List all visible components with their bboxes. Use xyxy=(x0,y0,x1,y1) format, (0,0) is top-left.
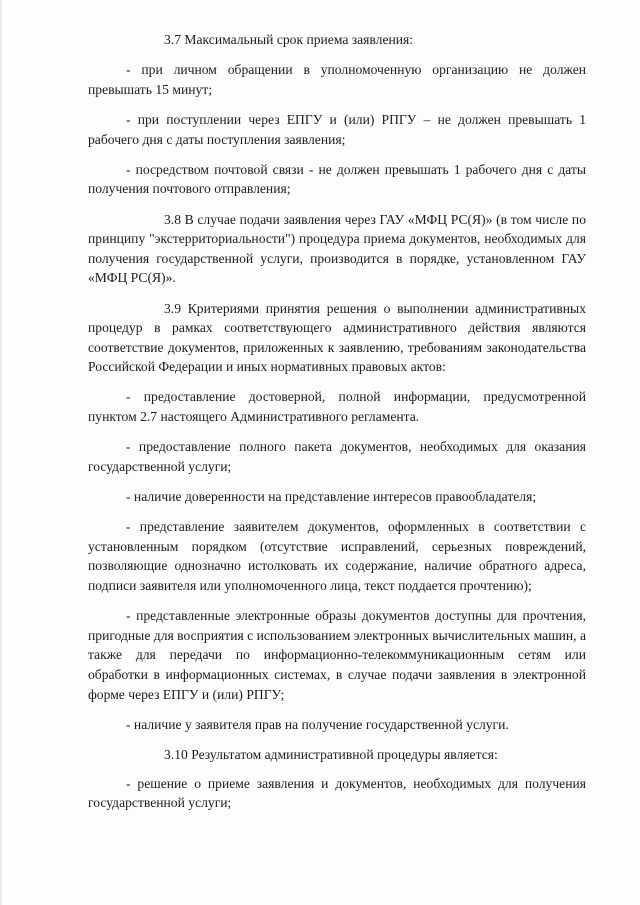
paragraph-3-8 xyxy=(88,210,586,288)
paragraph-3-10 xyxy=(88,745,586,765)
clause-number: 3.9 xyxy=(164,300,181,316)
clause-number: 3.10 xyxy=(164,746,188,762)
paragraph-text: - при поступлении через ЕПГУ и (или) РПГУ – не должен превышать 1 рабочего дня с даты поступления заявления; xyxy=(88,111,586,147)
list-item xyxy=(88,60,586,99)
scan-edge-shadow xyxy=(0,0,3,905)
paragraph-text: Результатом административной процедуры является: xyxy=(191,746,498,762)
paragraph-text: - наличие у заявителя прав на получение государственной услуги. xyxy=(126,716,509,732)
clause-number: 3.8 xyxy=(164,211,181,227)
document-body xyxy=(88,30,586,823)
list-item xyxy=(88,437,586,476)
paragraph-text: - посредством почтовой связи - не должен превышать 1 рабочего дня с даты получения почтового отправления; xyxy=(88,161,586,197)
paragraph-3-9 xyxy=(88,299,586,377)
paragraph-text: - при личном обращении в уполномоченную организацию не должен превышать 15 минут; xyxy=(88,62,586,97)
paragraph-text: В случае подачи заявления через ГАУ «МФЦ РС(Я)» (в том числе по принципу "экстерриториальности") процедура приема документов, необходимых для получения государственной услуги, производится в порядке, установленном ГАУ «МФЦ РС(Я)». xyxy=(88,211,586,286)
paragraph-text: - предоставление полного пакета документов, необходимых для оказания государственной услуги; xyxy=(88,439,586,474)
list-item xyxy=(88,110,586,149)
paragraph-text: - решение о приеме заявления и документов, необходимых для получения государственной услуги; xyxy=(88,775,586,811)
paragraph-text: - представление заявителем документов, оформленных в соответствии с установленным порядком (отсутствие исправлений, серьезных повреждений, позволяющие однозначно истолковать их содержание, наличие обратного адреса, подписи заявителя или уполномоченного лица, текст поддается прочтению); xyxy=(88,519,586,593)
list-item xyxy=(88,517,586,595)
paragraph-text: Критериями принятия решения о выполнении административных процедур в рамках соответствующего административного действия являются соответствие документов, приложенных к заявлению, требованиям законодательства Российской Федерации и иных нормативных правовых актов: xyxy=(88,300,586,375)
list-item xyxy=(88,387,586,426)
list-item xyxy=(88,715,586,735)
list-item xyxy=(88,160,586,199)
paragraph-text: Максимальный срок приема заявления: xyxy=(184,32,414,47)
paragraph-text: - представленные электронные образы документов доступны для прочтения, пригодные для восприятия с использованием электронных вычислительных машин, а также для передачи по информационно-телекоммуникационным сетям или обработки в информационных системах, в случае подачи заявления в электронной форме через ЕПГУ и (или) РПГУ; xyxy=(88,608,586,702)
clause-number: 3.7 xyxy=(164,32,181,47)
paragraph-3-7 xyxy=(88,30,586,50)
list-item xyxy=(88,774,586,813)
paragraph-text: - предоставление достоверной, полной информации, предусмотренной пунктом 2.7 настоящего Административного регламента. xyxy=(88,389,586,425)
list-item xyxy=(88,487,586,507)
paragraph-text: - наличие доверенности на представление интересов правообладателя; xyxy=(126,489,537,505)
list-item xyxy=(88,606,586,704)
